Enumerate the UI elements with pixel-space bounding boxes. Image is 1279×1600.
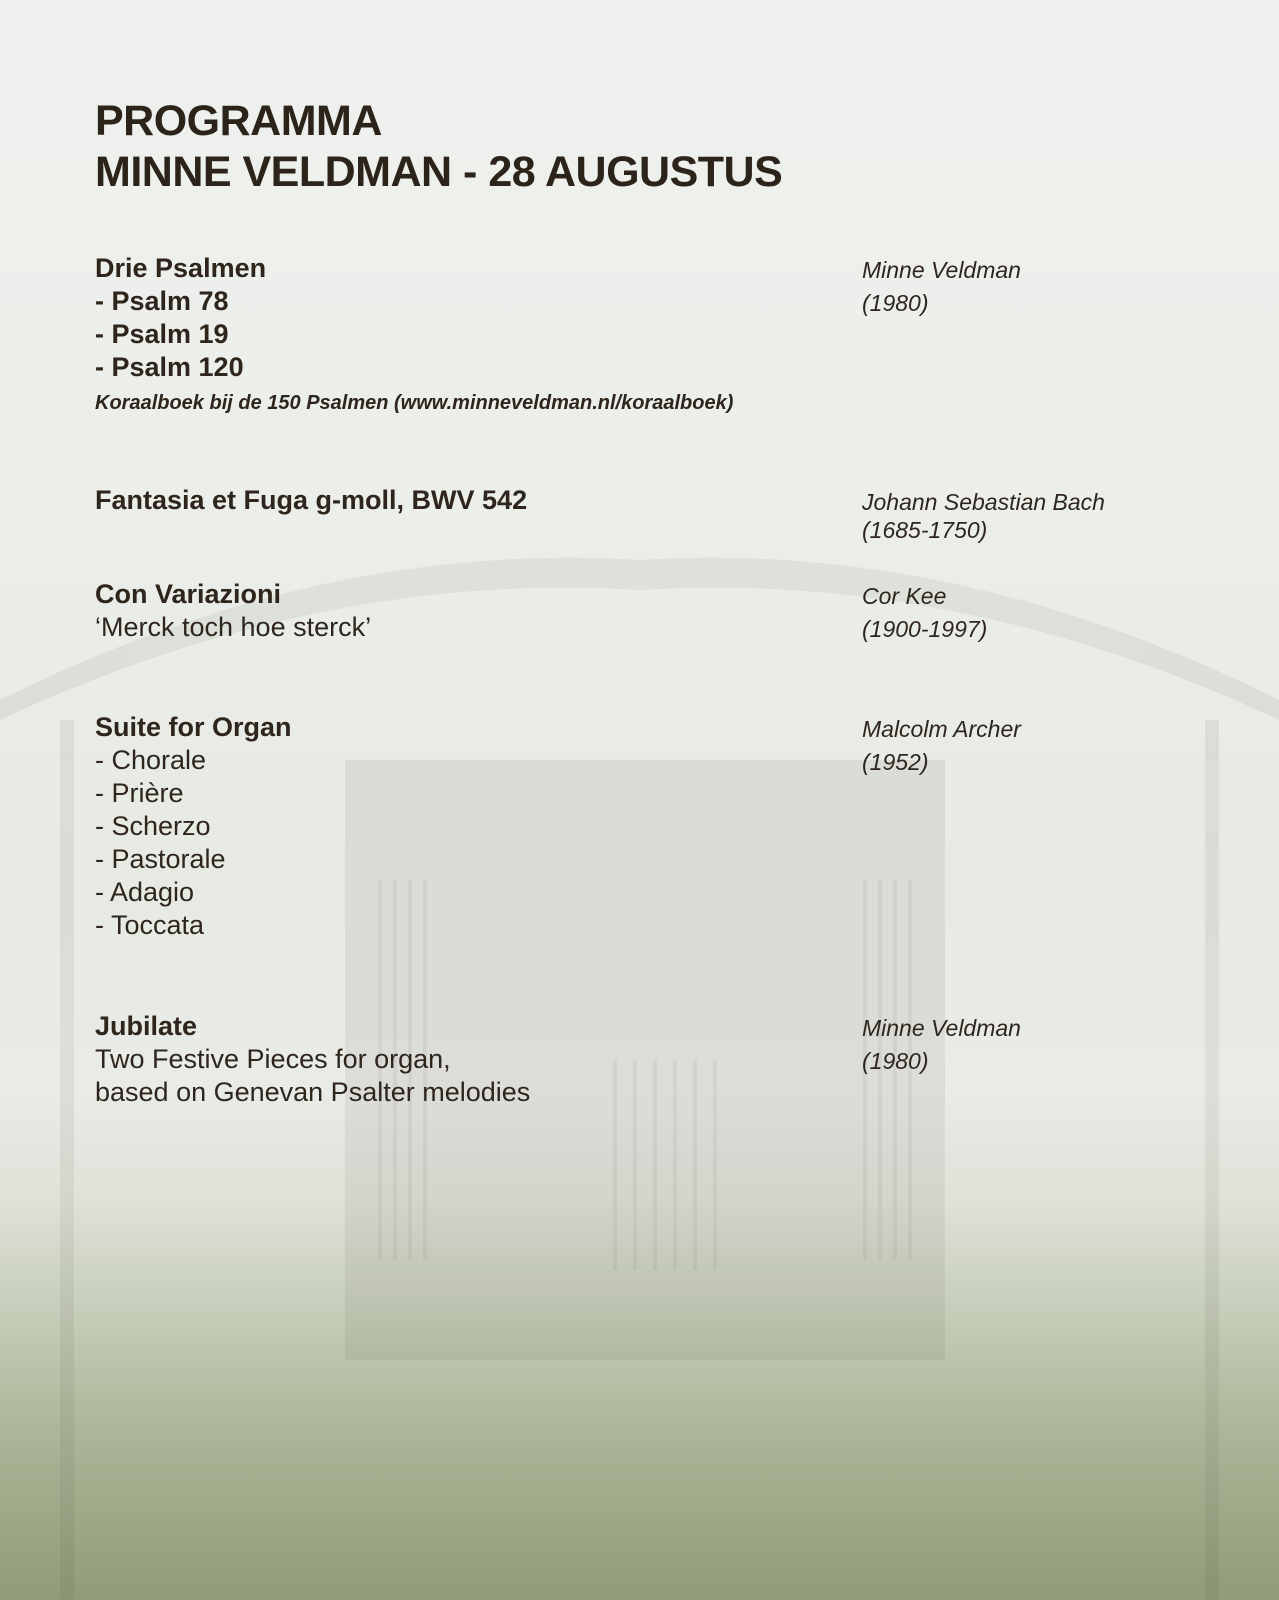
program-item-title: Con Variazioni (95, 579, 282, 609)
composer-years: (1952) (862, 749, 929, 775)
composer-years: (1980) (862, 290, 929, 316)
composer-name: Cor Kee (862, 583, 947, 609)
movement-item: - Chorale (95, 745, 207, 775)
movement-item: - Adagio (95, 877, 195, 907)
composer-years: (1900-1997) (862, 616, 988, 642)
program-item-description: based on Genevan Psalter melodies (95, 1077, 531, 1107)
program-item-title: Suite for Organ (95, 712, 292, 742)
program-item-description: Two Festive Pieces for organ, (95, 1044, 451, 1074)
composer-name: Minne Veldman (862, 1015, 1021, 1041)
movement-item: - Prière (95, 778, 184, 808)
composer-years: (1980) (862, 1048, 929, 1074)
composer-name: Minne Veldman (862, 257, 1021, 283)
composer-name: Johann Sebastian Bach (862, 489, 1105, 515)
program-item-subtitle: - Psalm 78 (95, 286, 229, 316)
movement-item: - Scherzo (95, 811, 211, 841)
composer-years: (1685-1750) (862, 517, 988, 543)
program-item-subtitle: - Psalm 120 (95, 352, 244, 382)
page-title-line-1: PROGRAMMA (95, 97, 382, 145)
page-title-line-2: MINNE VELDMAN - 28 AUGUSTUS (95, 148, 783, 196)
program-item-title: Jubilate (95, 1011, 198, 1041)
movement-item: - Pastorale (95, 844, 226, 874)
program-item-note: Koraalboek bij de 150 Psalmen (www.minneveldman.nl/koraalboek) (95, 392, 734, 414)
movement-item: - Toccata (95, 910, 205, 940)
program-item-subtitle: - Psalm 19 (95, 319, 229, 349)
composer-name: Malcolm Archer (862, 716, 1021, 742)
program-item-title: Drie Psalmen (95, 253, 267, 283)
program-item-subtitle: ‘Merck toch hoe sterck’ (95, 612, 372, 642)
program-item-title: Fantasia et Fuga g-moll, BWV 542 (95, 485, 528, 515)
